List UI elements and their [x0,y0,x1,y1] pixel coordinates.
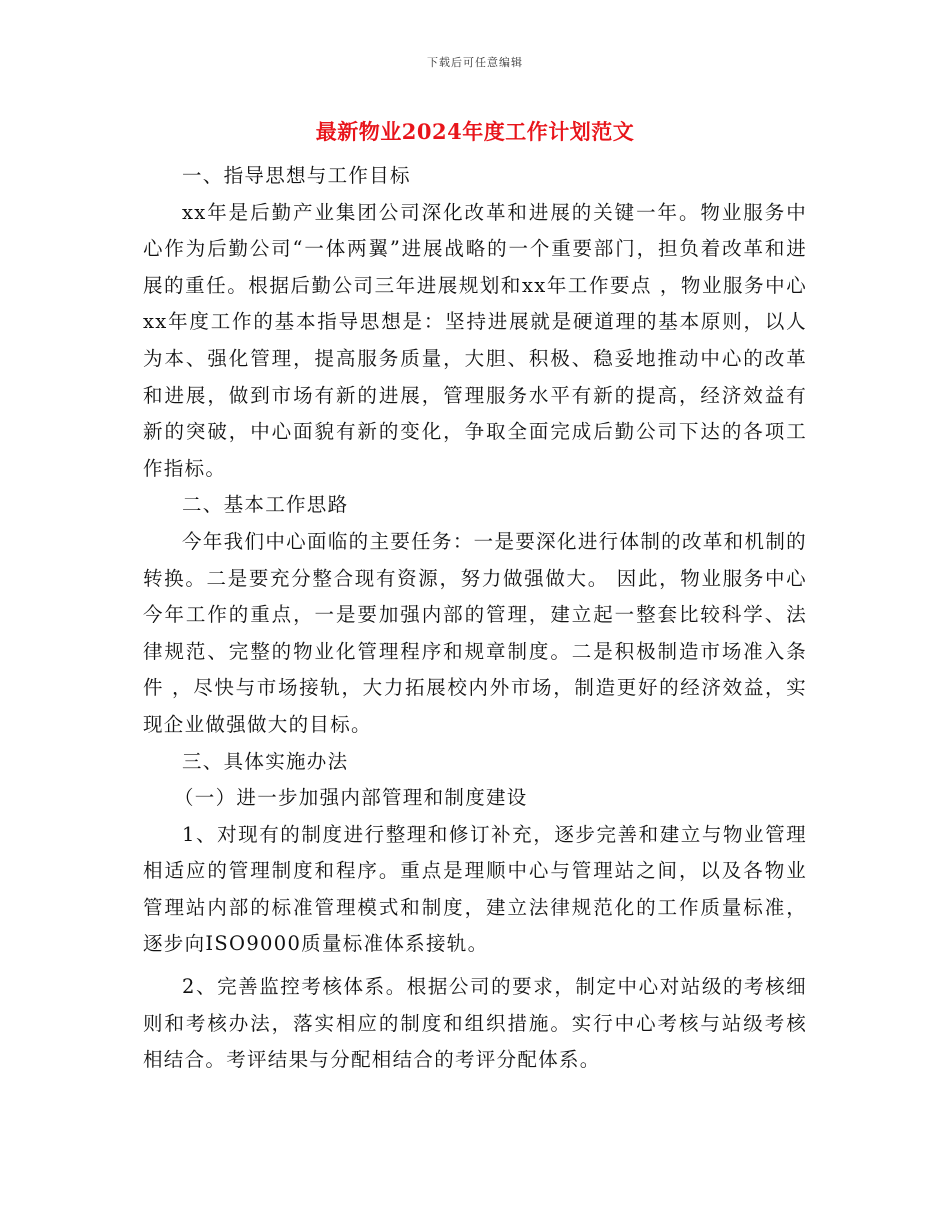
section-heading-implementation: 三、具体实施办法 [182,749,349,773]
subsection-heading-internal-management: （一）进一步加强内部管理和制度建设 [174,786,528,810]
paragraph-basic-ideas: 今年我们中心面临的主要任务：一是要深化进行体制的改革和机制的转换。二是要充分整合现有资源，努力做强做大。 因此，物业服务中心今年工作的重点，一是要加强内部的管理，建立起一整套比较科学、法律规范、完整的物业化管理程序和规章制度。二是积极制造市场准入条件 ，尽快与市场接轨，大力拓展校内外市场，制造更好的经济效益，实现企业做强做大的目标。 [143,529,807,736]
section-heading-guiding-thought: 一、指导思想与工作目标 [182,164,411,187]
document-body [143,158,807,1079]
section-heading-basic-ideas: 二、基本工作思路 [182,493,349,517]
header-note: 下载后可任意编辑 [427,56,523,69]
paragraph-guiding-thought: xx年是后勤产业集团公司深化改革和进展的关键一年。物业服务中心作为后勤公司“一体两翼”进展战略的一个重要部门，担负着改革和进展的重任。根据后勤公司三年进展规划和xx年工作要点 ，物业服务中心xx年度工作的基本指导思想是：坚持进展就是硬道理的基本原则，以人为本、强化管理，提高服务质量，大胆、积极、稳妥地推动中心的改革和进展，做到市场有新的进展，管理服务水平有新的提高，经济效益有新的突破，中心面貌有新的变化，争取全面完成后勤公司下达的各项工作指标。 [143,200,807,480]
paragraph-item-1: 1、对现有的制度进行整理和修订补充，逐步完善和建立与物业管理相适应的管理制度和程序。重点是理顺中心与管理站之间，以及各物业管理站内部的标准管理模式和制度，建立法律规范化的工作质量标准，逐步向ISO9000质量标准体系接轨。 [143,822,807,956]
document-title: 最新物业2024年度工作计划范文 [315,119,635,144]
paragraph-item-2: 2、完善监控考核体系。根据公司的要求，制定中心对站级的考核细则和考核办法，落实相应的制度和组织措施。实行中心考核与站级考核相结合。考评结果与分配相结合的考评分配体系。 [143,975,807,1072]
